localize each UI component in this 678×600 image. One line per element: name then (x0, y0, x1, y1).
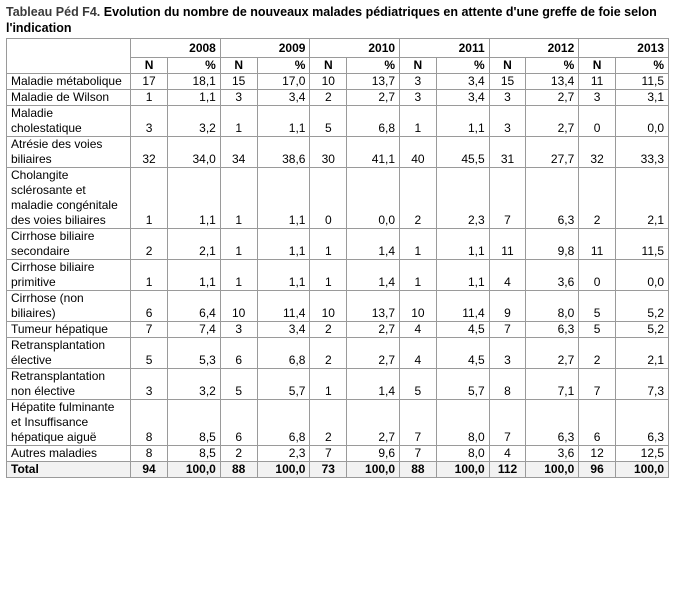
table-row (7, 229, 669, 260)
percent-cell: 2,1 (615, 168, 668, 229)
percent-cell: 38,6 (257, 137, 310, 168)
percent-cell: 11,4 (436, 291, 489, 322)
percent-cell: 3,4 (436, 90, 489, 106)
count-cell: 6 (220, 400, 257, 446)
percent-cell: 3,1 (615, 90, 668, 106)
count-cell: 8 (489, 369, 526, 400)
percent-cell: 3,6 (526, 260, 579, 291)
percent-cell: 7,3 (615, 369, 668, 400)
percent-cell: 3,4 (257, 322, 310, 338)
count-cell: 3 (131, 369, 168, 400)
count-cell: 5 (131, 338, 168, 369)
percent-cell: 5,2 (615, 291, 668, 322)
count-cell: 2 (310, 322, 347, 338)
percent-cell: 2,7 (347, 400, 400, 446)
percent-cell: 6,3 (615, 400, 668, 446)
year-header: 2010 (310, 39, 400, 58)
count-cell: 2 (579, 338, 616, 369)
year-header: 2008 (131, 39, 221, 58)
count-cell: 94 (131, 462, 168, 478)
percent-cell: 6,4 (167, 291, 220, 322)
count-cell: 4 (400, 322, 437, 338)
n-header: N (579, 58, 616, 74)
indication-label: Autres maladies (7, 446, 131, 462)
n-header: N (131, 58, 168, 74)
count-cell: 12 (579, 446, 616, 462)
percent-cell: 0,0 (347, 168, 400, 229)
corner-cell (7, 39, 131, 74)
percent-cell: 3,2 (167, 369, 220, 400)
count-cell: 73 (310, 462, 347, 478)
count-cell: 2 (131, 229, 168, 260)
percent-cell: 2,3 (257, 446, 310, 462)
count-cell: 1 (310, 260, 347, 291)
indication-label: Cirrhose biliaire secondaire (7, 229, 131, 260)
count-cell: 0 (579, 260, 616, 291)
year-header: 2013 (579, 39, 669, 58)
percent-cell: 8,5 (167, 400, 220, 446)
table-row (7, 260, 669, 291)
year-header: 2011 (400, 39, 490, 58)
percent-cell: 1,1 (167, 168, 220, 229)
count-cell: 1 (131, 90, 168, 106)
percent-cell: 4,5 (436, 338, 489, 369)
table-row (7, 400, 669, 446)
percent-cell: 100,0 (526, 462, 579, 478)
table-row (7, 137, 669, 168)
percent-cell: 11,5 (615, 74, 668, 90)
count-cell: 7 (489, 400, 526, 446)
indication-label: Cirrhose (non biliaires) (7, 291, 131, 322)
percent-cell: 33,3 (615, 137, 668, 168)
year-header-row (7, 39, 669, 58)
percent-cell: 1,4 (347, 229, 400, 260)
total-row (7, 462, 669, 478)
percent-cell: 6,8 (257, 338, 310, 369)
count-cell: 1 (131, 260, 168, 291)
count-cell: 3 (579, 90, 616, 106)
count-cell: 96 (579, 462, 616, 478)
count-cell: 3 (220, 322, 257, 338)
percent-cell: 5,2 (615, 322, 668, 338)
percent-cell: 1,1 (257, 168, 310, 229)
table-title-prefix: Tableau Péd F4. (6, 5, 101, 19)
percent-cell: 8,0 (436, 400, 489, 446)
percent-cell: 3,2 (167, 106, 220, 137)
n-header: N (489, 58, 526, 74)
percent-cell: 18,1 (167, 74, 220, 90)
count-cell: 1 (400, 229, 437, 260)
percent-cell: 3,6 (526, 446, 579, 462)
percent-cell: 9,6 (347, 446, 400, 462)
percent-cell: 2,7 (347, 90, 400, 106)
count-cell: 7 (489, 322, 526, 338)
percent-cell: 1,1 (257, 106, 310, 137)
percent-cell: 100,0 (257, 462, 310, 478)
percent-cell: 5,7 (436, 369, 489, 400)
count-cell: 7 (400, 446, 437, 462)
percent-cell: 6,3 (526, 168, 579, 229)
table-row (7, 90, 669, 106)
count-cell: 40 (400, 137, 437, 168)
percent-cell: 8,5 (167, 446, 220, 462)
table-row (7, 106, 669, 137)
count-cell: 5 (220, 369, 257, 400)
count-cell: 112 (489, 462, 526, 478)
n-header: N (310, 58, 347, 74)
count-cell: 1 (220, 229, 257, 260)
percent-cell: 3,4 (436, 74, 489, 90)
table-row (7, 322, 669, 338)
count-cell: 2 (400, 168, 437, 229)
percent-cell: 1,1 (436, 106, 489, 137)
table-row (7, 369, 669, 400)
count-cell: 34 (220, 137, 257, 168)
count-cell: 17 (131, 74, 168, 90)
table-body (7, 74, 669, 478)
count-cell: 3 (400, 90, 437, 106)
indication-label: Maladie cholestatique (7, 106, 131, 137)
total-label: Total (7, 462, 131, 478)
count-cell: 5 (310, 106, 347, 137)
count-cell: 15 (220, 74, 257, 90)
count-cell: 3 (131, 106, 168, 137)
count-cell: 1 (310, 229, 347, 260)
percent-cell: 2,7 (347, 322, 400, 338)
count-cell: 11 (579, 74, 616, 90)
percent-cell: 17,0 (257, 74, 310, 90)
indication-label: Retransplantation élective (7, 338, 131, 369)
count-cell: 11 (579, 229, 616, 260)
count-cell: 10 (400, 291, 437, 322)
percent-cell: 100,0 (436, 462, 489, 478)
indication-label: Cholangite sclérosante et maladie congénitale des voies biliaires (7, 168, 131, 229)
count-cell: 3 (489, 106, 526, 137)
percent-header: % (436, 58, 489, 74)
percent-cell: 1,4 (347, 260, 400, 291)
table-title-text: Evolution du nombre de nouveaux malades pédiatriques en attente d'une greffe de foie selon l'indication (6, 5, 657, 35)
percent-cell: 1,1 (436, 260, 489, 291)
percent-cell: 6,3 (526, 322, 579, 338)
count-cell: 32 (579, 137, 616, 168)
count-cell: 88 (220, 462, 257, 478)
percent-cell: 2,3 (436, 168, 489, 229)
percent-cell: 6,8 (347, 106, 400, 137)
year-header: 2012 (489, 39, 579, 58)
indication-label: Atrésie des voies biliaires (7, 137, 131, 168)
percent-header: % (167, 58, 220, 74)
count-cell: 1 (131, 168, 168, 229)
percent-cell: 13,7 (347, 74, 400, 90)
percent-cell: 45,5 (436, 137, 489, 168)
count-cell: 1 (220, 168, 257, 229)
count-cell: 88 (400, 462, 437, 478)
table-title (0, 0, 678, 38)
count-cell: 2 (579, 168, 616, 229)
percent-cell: 8,0 (436, 446, 489, 462)
percent-header: % (526, 58, 579, 74)
count-cell: 10 (310, 74, 347, 90)
percent-cell: 5,7 (257, 369, 310, 400)
percent-cell: 1,1 (436, 229, 489, 260)
percent-cell: 5,3 (167, 338, 220, 369)
percent-cell: 34,0 (167, 137, 220, 168)
indication-label: Cirrhose biliaire primitive (7, 260, 131, 291)
percent-header: % (257, 58, 310, 74)
percent-cell: 2,7 (526, 106, 579, 137)
count-cell: 11 (489, 229, 526, 260)
percent-cell: 41,1 (347, 137, 400, 168)
count-cell: 1 (400, 260, 437, 291)
count-cell: 0 (579, 106, 616, 137)
count-cell: 7 (400, 400, 437, 446)
count-cell: 10 (310, 291, 347, 322)
table-row (7, 338, 669, 369)
count-cell: 31 (489, 137, 526, 168)
percent-cell: 6,3 (526, 400, 579, 446)
percent-cell: 7,1 (526, 369, 579, 400)
table-row (7, 74, 669, 90)
percent-cell: 1,4 (347, 369, 400, 400)
count-cell: 8 (131, 446, 168, 462)
count-cell: 7 (579, 369, 616, 400)
percent-cell: 27,7 (526, 137, 579, 168)
count-cell: 8 (131, 400, 168, 446)
percent-cell: 11,4 (257, 291, 310, 322)
percent-cell: 11,5 (615, 229, 668, 260)
count-cell: 4 (400, 338, 437, 369)
year-header: 2009 (220, 39, 310, 58)
count-cell: 6 (220, 338, 257, 369)
indication-table (6, 38, 669, 478)
count-cell: 5 (579, 291, 616, 322)
count-cell: 5 (579, 322, 616, 338)
count-cell: 4 (489, 446, 526, 462)
count-cell: 4 (489, 260, 526, 291)
indication-label: Retransplantation non élective (7, 369, 131, 400)
percent-cell: 13,4 (526, 74, 579, 90)
count-cell: 1 (400, 106, 437, 137)
percent-cell: 100,0 (615, 462, 668, 478)
table-row (7, 446, 669, 462)
percent-cell: 1,1 (167, 260, 220, 291)
percent-cell: 100,0 (347, 462, 400, 478)
percent-cell: 1,1 (257, 260, 310, 291)
count-cell: 3 (489, 338, 526, 369)
percent-cell: 1,1 (167, 90, 220, 106)
table-row (7, 291, 669, 322)
percent-cell: 3,4 (257, 90, 310, 106)
n-header: N (400, 58, 437, 74)
count-cell: 7 (310, 446, 347, 462)
count-cell: 1 (310, 369, 347, 400)
count-cell: 5 (400, 369, 437, 400)
percent-cell: 100,0 (167, 462, 220, 478)
count-cell: 32 (131, 137, 168, 168)
count-cell: 3 (220, 90, 257, 106)
percent-cell: 0,0 (615, 106, 668, 137)
count-cell: 9 (489, 291, 526, 322)
count-cell: 7 (131, 322, 168, 338)
percent-cell: 2,7 (347, 338, 400, 369)
percent-cell: 2,1 (615, 338, 668, 369)
count-cell: 3 (400, 74, 437, 90)
count-cell: 30 (310, 137, 347, 168)
percent-cell: 6,8 (257, 400, 310, 446)
n-header: N (220, 58, 257, 74)
percent-cell: 8,0 (526, 291, 579, 322)
percent-cell: 4,5 (436, 322, 489, 338)
table-row (7, 168, 669, 229)
percent-cell: 7,4 (167, 322, 220, 338)
count-cell: 2 (310, 90, 347, 106)
count-cell: 2 (220, 446, 257, 462)
count-cell: 2 (310, 400, 347, 446)
count-cell: 1 (220, 260, 257, 291)
percent-cell: 9,8 (526, 229, 579, 260)
indication-label: Maladie métabolique (7, 74, 131, 90)
percent-cell: 0,0 (615, 260, 668, 291)
indication-label: Maladie de Wilson (7, 90, 131, 106)
percent-cell: 2,7 (526, 338, 579, 369)
count-cell: 0 (310, 168, 347, 229)
percent-cell: 13,7 (347, 291, 400, 322)
count-cell: 6 (131, 291, 168, 322)
count-cell: 15 (489, 74, 526, 90)
indication-label: Tumeur hépatique (7, 322, 131, 338)
indication-label: Hépatite fulminante et Insuffisance hépatique aiguë (7, 400, 131, 446)
percent-cell: 1,1 (257, 229, 310, 260)
percent-cell: 2,7 (526, 90, 579, 106)
percent-header: % (615, 58, 668, 74)
percent-cell: 12,5 (615, 446, 668, 462)
count-cell: 10 (220, 291, 257, 322)
count-cell: 2 (310, 338, 347, 369)
percent-cell: 2,1 (167, 229, 220, 260)
count-cell: 7 (489, 168, 526, 229)
count-cell: 1 (220, 106, 257, 137)
percent-header: % (347, 58, 400, 74)
count-cell: 6 (579, 400, 616, 446)
count-cell: 3 (489, 90, 526, 106)
